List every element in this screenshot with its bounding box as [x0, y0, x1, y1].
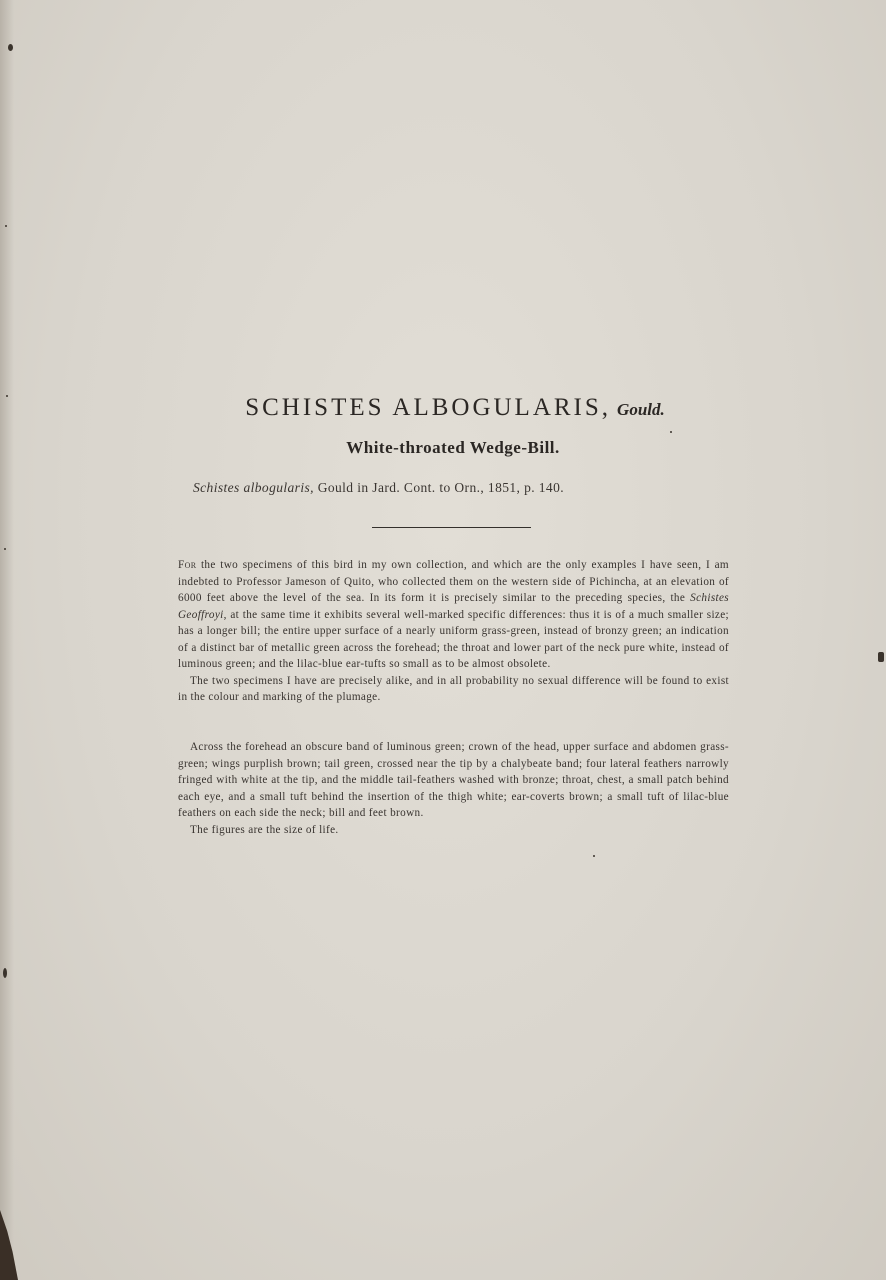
species-author: Gould.	[617, 400, 665, 419]
description-paragraph-1: Across the forehead an obscure band of luminous green; crown of the head, upper surface and abdomen grass-green; wings purplish brown; tail green, crossed near the tip by a chalybeate band; four lateral feathers narrowly fringed with white at the tip, and the middle tail-feathers washed with bronze; throat, chest, a small patch behind each eye, and a small tuft behind the insertion of the thigh white; ear-coverts brown; a small tuft of lilac-blue feathers on each side the neck; bill and feet brown.	[178, 741, 729, 819]
intro-species-name: Schistes Geoffroyi	[178, 592, 729, 621]
synonym-citation	[193, 480, 713, 496]
description-paragraph-2: The figures are the size of life.	[190, 823, 339, 836]
paper-speck	[878, 652, 884, 662]
species-title	[0, 394, 886, 422]
paper-speck	[3, 968, 7, 978]
paper-speck	[5, 225, 7, 227]
introduction-paragraph-2: The two specimens I have are precisely alike, and in all probability no sexual difference will be found to exist in the colour and marking of the plumage.	[178, 674, 729, 703]
intro-text-end: , at the same time it exhibits several well-marked specific differences: thus it is of a much smaller size; has a longer bill; the entire upper surface of a nearly uniform grass-green, instead of bronzy green; an indication of a distinct bar of metallic green across the forehead; the throat and lower part of the neck pure white, instead of luminous green; and the lilac-blue ear-tufts so small as to be almost obsolete.	[178, 608, 729, 670]
species-name: SCHISTES ALBOGULARIS,	[245, 394, 612, 421]
paper-speck	[8, 44, 13, 51]
paper-speck	[4, 548, 6, 550]
paper-speck	[593, 855, 595, 857]
lead-word: For	[178, 559, 197, 571]
introduction-section	[178, 557, 729, 706]
introduction-paragraph-1	[178, 557, 729, 673]
title-divider	[372, 527, 531, 528]
synonym-reference: Gould in Jard. Cont. to Orn., 1851, p. 140.	[317, 480, 565, 495]
synonym-name: Schistes albogularis,	[193, 480, 314, 495]
intro-text-start: the two specimens of this bird in my own collection, and which are the only examples I have seen, I am indebted to Professor Jameson of Quito, who collected them on the western side of Pichincha, at an elevation of 6000 feet above the level of the sea. In its form it is precisely similar to the preceding species, the	[178, 559, 729, 604]
description-section	[178, 739, 729, 838]
paper-speck	[670, 431, 672, 433]
page-edge-shadow	[0, 0, 14, 1280]
common-name: White-throated Wedge-Bill.	[346, 438, 560, 457]
